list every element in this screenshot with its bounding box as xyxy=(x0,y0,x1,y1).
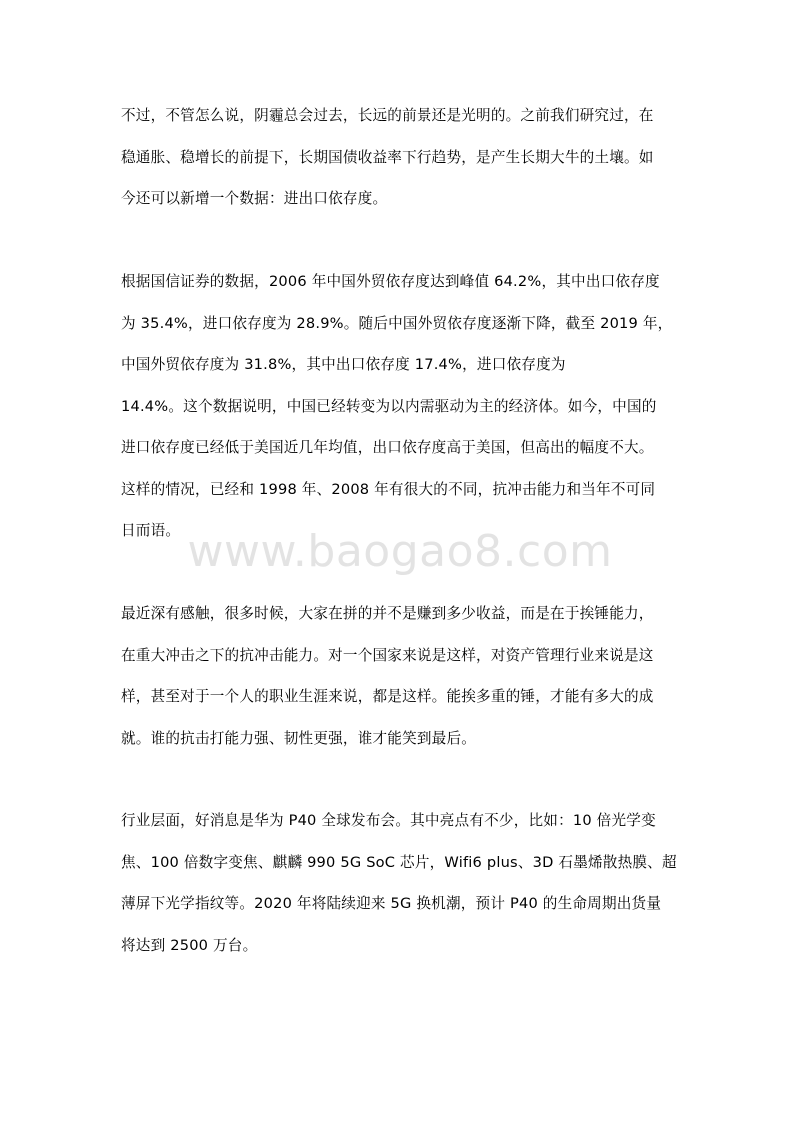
paragraph-2-line-1: 根据国信证券的数据，2006 年中国外贸依存度达到峰值 64.2%，其中出口依存度 xyxy=(121,273,660,290)
paragraph-2-line-5: 进口依存度已经低于美国近几年均值，出口依存度高于美国，但高出的幅度不大。 xyxy=(121,439,654,456)
paragraph-2-line-4: 14.4%。这个数据说明，中国已经转变为以内需驱动为主的经济体。如今，中国的 xyxy=(121,398,657,415)
paragraph-3-line-4: 就。谁的抗击打能力强、韧性更强，谁才能笑到最后。 xyxy=(121,730,477,747)
watermark: www.baogao8.com xyxy=(187,526,613,577)
paragraph-4-line-1: 行业层面，好消息是华为 P40 全球发布会。其中亮点有不少，比如：10 倍光学变 xyxy=(121,812,656,829)
paragraph-3-line-3: 样，甚至对于一个人的职业生涯来说，都是这样。能挨多重的锤，才能有多大的成 xyxy=(121,688,654,705)
paragraph-1-line-3: 今还可以新增一个数据：进出口依存度。 xyxy=(121,190,388,207)
paragraph-4-line-2: 焦、100 倍数字变焦、麒麟 990 5G SoC 芯片，Wifi6 plus、3D 石墨烯散热膜、超 xyxy=(121,854,677,871)
paragraph-3-line-2: 在重大冲击之下的抗冲击能力。对一个国家来说是这样，对资产管理行业来说是这 xyxy=(121,647,654,664)
paragraph-1-line-1: 不过，不管怎么说，阴霾总会过去，长远的前景还是光明的。之前我们研究过，在 xyxy=(121,107,654,124)
paragraph-2-line-7: 日而语。 xyxy=(121,522,181,539)
paragraph-2-line-6: 这样的情况，已经和 1998 年、2008 年有很大的不同，抗冲击能力和当年不可同 xyxy=(121,481,656,498)
paragraph-2-line-3: 中国外贸依存度为 31.8%，其中出口依存度 17.4%，进口依存度为 xyxy=(121,356,566,373)
paragraph-4-line-4: 将达到 2500 万台。 xyxy=(121,937,258,954)
paragraph-1-line-2: 稳通胀、稳增长的前提下，长期国债收益率下行趋势，是产生长期大牛的土壤。如 xyxy=(121,149,654,166)
paragraph-4-line-3: 薄屏下光学指纹等。2020 年将陆续迎来 5G 换机潮，预计 P40 的生命周期出货量 xyxy=(121,895,662,912)
paragraph-2-line-2: 为 35.4%，进口依存度为 28.9%。随后中国外贸依存度逐渐下降，截至 2019 年， xyxy=(121,315,673,332)
paragraph-3-line-1: 最近深有感触，很多时候，大家在拼的并不是赚到多少收益，而是在于挨锤能力， xyxy=(121,605,654,622)
